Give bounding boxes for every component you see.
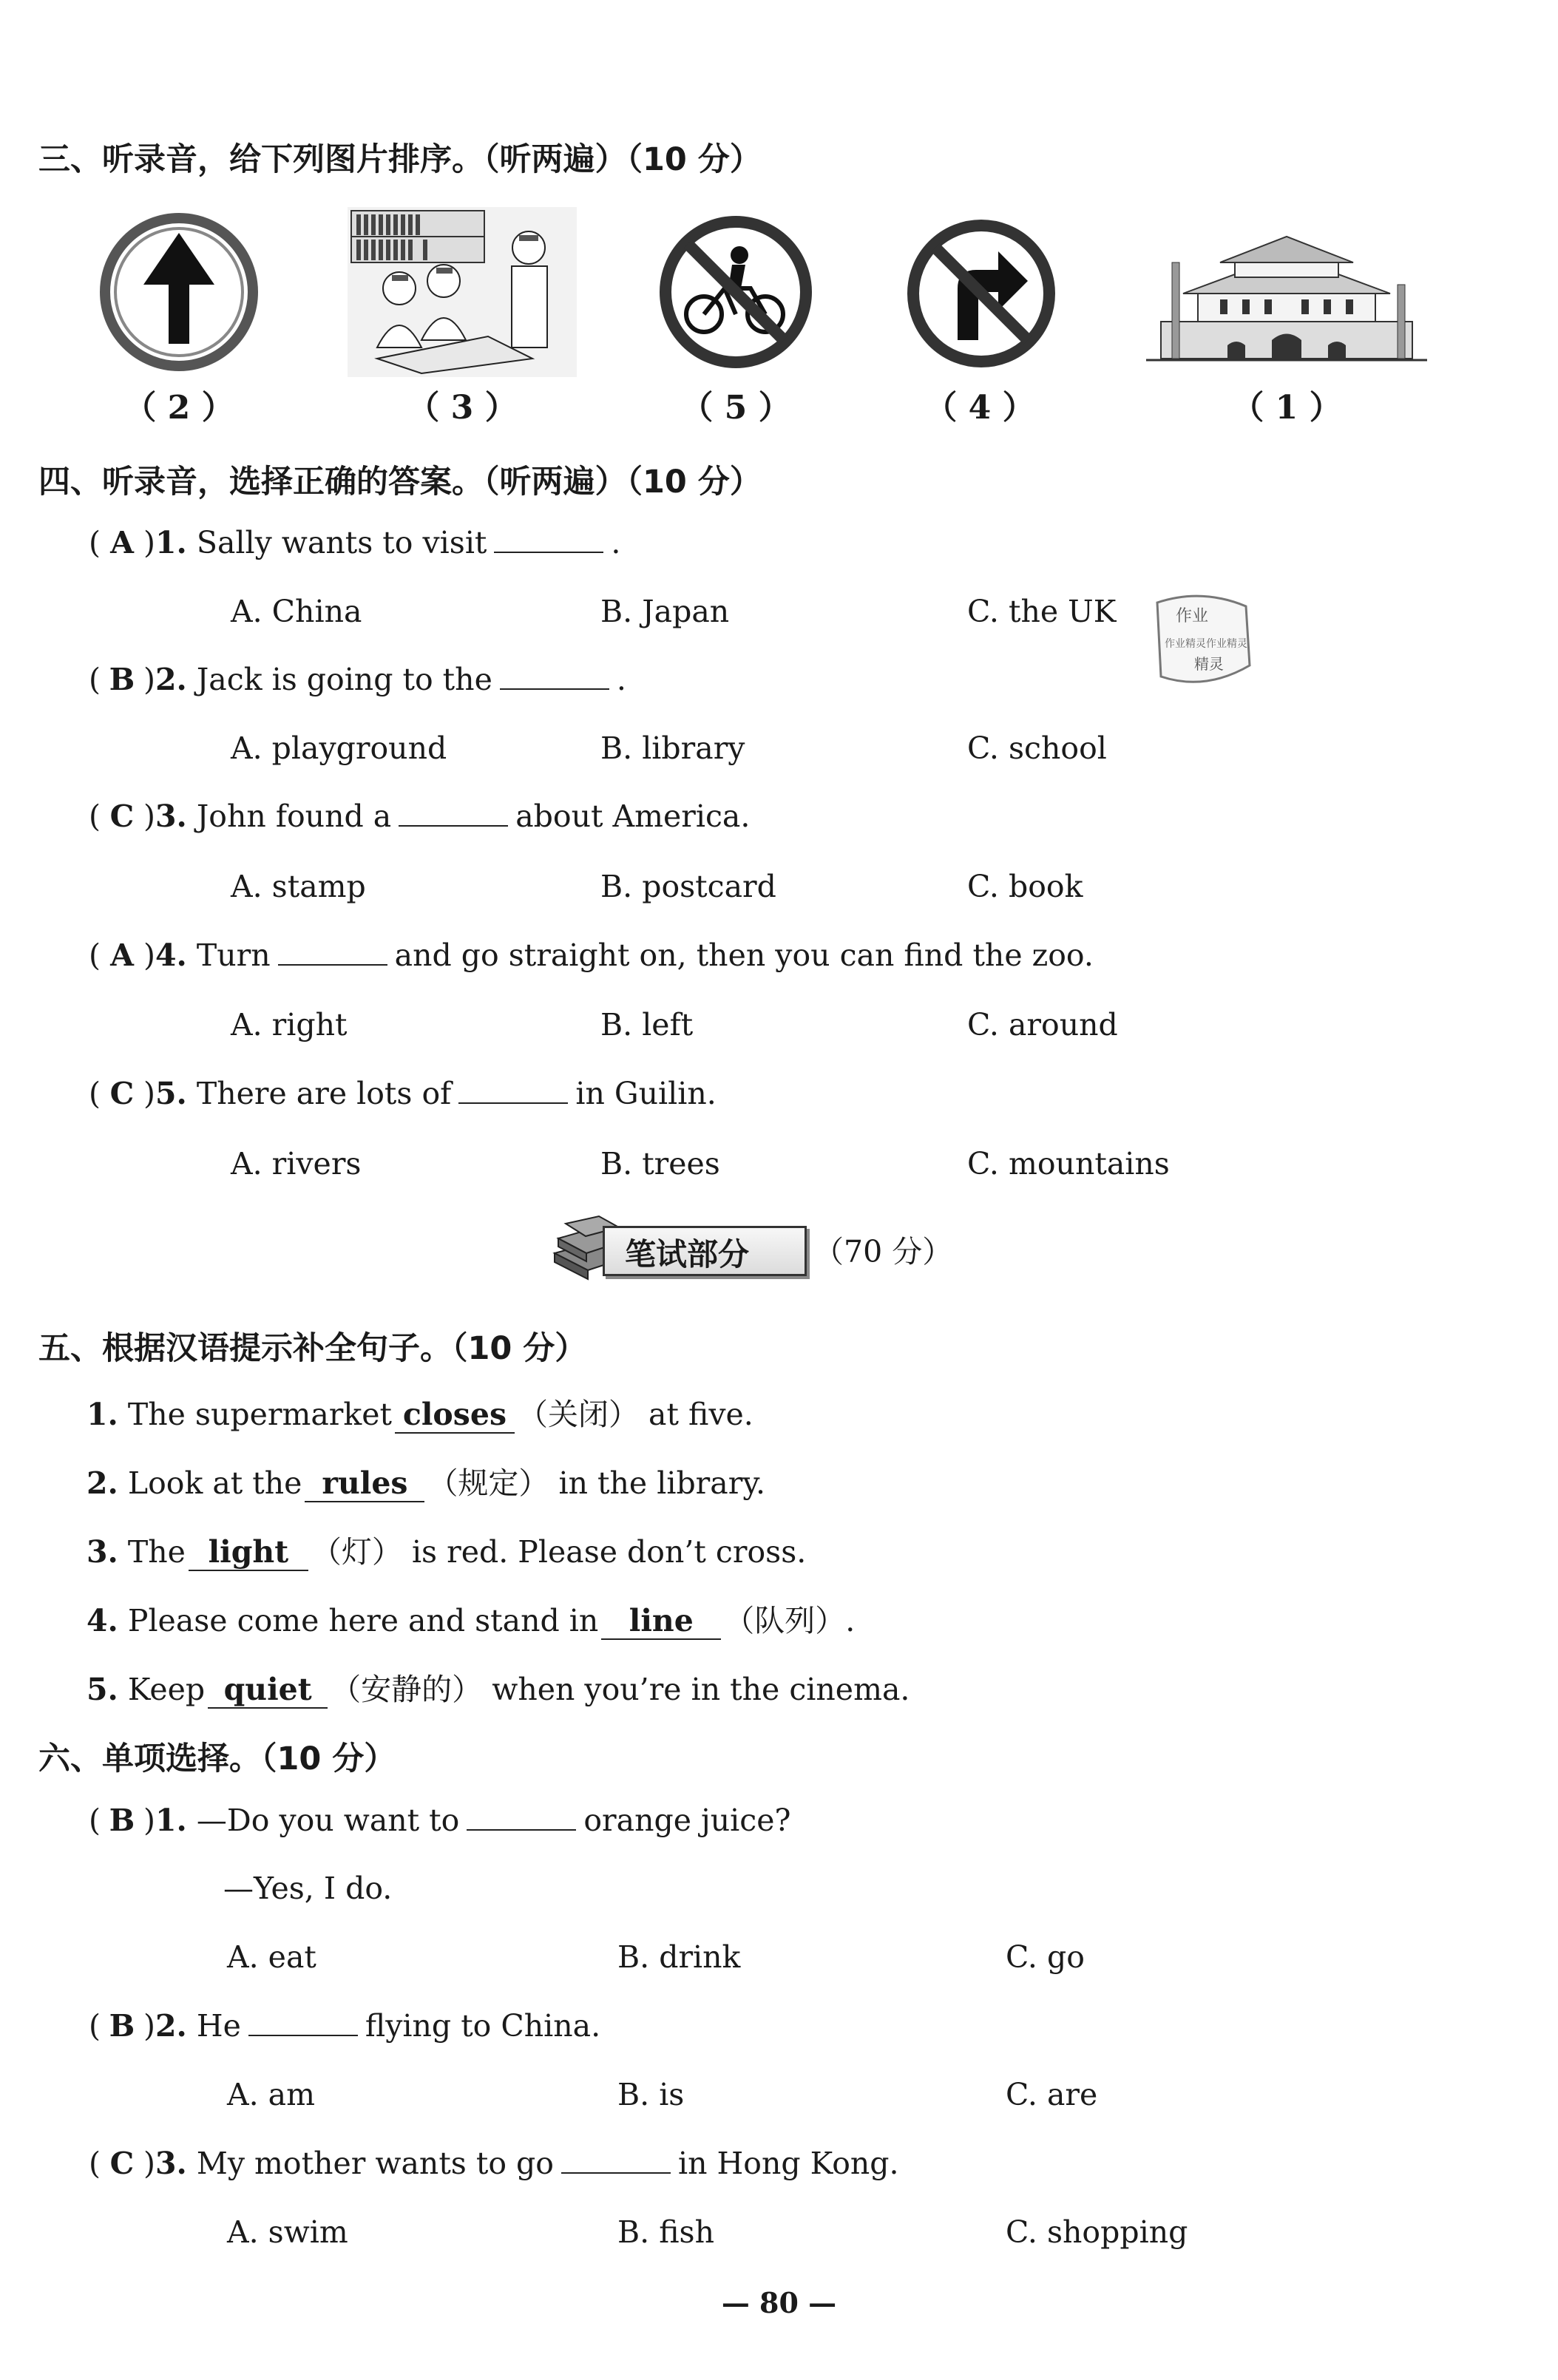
- written-part-score: （70 分）: [813, 1234, 953, 1269]
- listening-question-4: ( A )4. Turn and go straight on, then you can find the zoo.: [89, 938, 1094, 973]
- picture-label-3: （ 5 ）: [680, 389, 791, 427]
- answer-blank: [500, 688, 609, 690]
- picture-label-5: （ 1 ）: [1231, 389, 1342, 427]
- option-a: A. China: [231, 594, 362, 629]
- fill-sentence-5: 5. Keep quiet （安静的） when you’re in the cinema.: [87, 1672, 910, 1707]
- section6-title: 六、单项选择。（10 分）: [38, 1740, 396, 1777]
- answer: C: [109, 1076, 135, 1111]
- svg-text:作业精灵作业精灵: 作业精灵作业精灵: [1165, 638, 1247, 650]
- dialogue-reply: —Yes, I do.: [223, 1871, 393, 1906]
- answer-blank: [278, 964, 387, 966]
- option-b: B. trees: [600, 1146, 720, 1181]
- svg-text:精灵: 精灵: [1194, 655, 1224, 673]
- answer-blank: [561, 2172, 671, 2174]
- listening-question-2: ( B )2. Jack is going to the .: [89, 662, 626, 697]
- answer-blank: [467, 1829, 576, 1831]
- option-c: C. school: [967, 730, 1107, 766]
- listening-question-5: ( C )5. There are lots of in Guilin.: [89, 1076, 717, 1111]
- homework-stamp-logo: [1146, 588, 1257, 699]
- written-part-banner: [551, 1213, 817, 1286]
- fill-sentence-2: 2. Look at the rules （规定） in the library.: [87, 1465, 766, 1501]
- option-a: A. playground: [231, 730, 447, 766]
- no-right-turn-sign-icon: [906, 218, 1057, 370]
- answer-blank: [248, 2035, 358, 2036]
- filled-answer: closes: [395, 1397, 515, 1434]
- page-number: — 80 —: [721, 2286, 837, 2319]
- filled-answer: rules: [305, 1465, 424, 1502]
- answer: B: [109, 662, 135, 697]
- no-cycling-sign-icon: [658, 214, 813, 370]
- answer-blank: [458, 1102, 568, 1104]
- section4-title: 四、听录音，选择正确的答案。（听两遍）（10 分）: [38, 464, 762, 501]
- answer: B: [109, 1803, 135, 1838]
- fill-sentence-4: 4. Please come here and stand in line （队列）.: [87, 1603, 856, 1638]
- fill-sentence-3: 3. The light （灯） is red. Please don’t cross.: [87, 1534, 807, 1570]
- option-c: C. around: [967, 1007, 1118, 1042]
- fill-sentence-1: 1. The supermarket closes （关闭） at five.: [87, 1397, 753, 1432]
- option-b: B. fish: [617, 2214, 714, 2250]
- listening-question-3: ( C )3. John found a about America.: [89, 799, 751, 834]
- answer-blank: [399, 825, 508, 827]
- option-c: C. are: [1006, 2077, 1098, 2112]
- filled-answer: line: [601, 1603, 721, 1640]
- choice-question-2: ( B )2. He flying to China.: [89, 2008, 601, 2044]
- filled-answer: quiet: [208, 1672, 328, 1709]
- choice-question-1: ( B )1. —Do you want to orange juice?: [89, 1803, 791, 1838]
- option-b: B. postcard: [600, 869, 776, 904]
- library-reading-scene-icon: [348, 207, 577, 377]
- answer: C: [109, 799, 135, 834]
- option-a: A. stamp: [231, 869, 366, 904]
- straight-ahead-sign-icon: [98, 211, 260, 373]
- option-a: A. swim: [227, 2214, 348, 2250]
- option-c: C. mountains: [967, 1146, 1170, 1181]
- section5-title: 五、根据汉语提示补全句子。（10 分）: [38, 1330, 587, 1367]
- option-a: A. rivers: [231, 1146, 362, 1181]
- option-a: A. am: [227, 2077, 315, 2112]
- answer: A: [110, 525, 134, 560]
- option-b: B. is: [617, 2077, 685, 2112]
- choice-question-3: ( C )3. My mother wants to go in Hong Kong.: [89, 2146, 899, 2181]
- option-c: C. book: [967, 869, 1083, 904]
- picture-label-1: （ 2 ）: [123, 389, 234, 427]
- option-c: C. shopping: [1006, 2214, 1188, 2250]
- picture-label-4: （ 4 ）: [924, 389, 1035, 427]
- option-c: C. go: [1006, 1939, 1085, 1975]
- written-part-label: 笔试部分: [625, 1236, 750, 1272]
- option-c: C. the UK: [967, 594, 1117, 629]
- option-a: A. eat: [227, 1939, 316, 1975]
- option-b: B. library: [600, 730, 745, 766]
- svg-text:作业: 作业: [1176, 607, 1209, 625]
- section3-title: 三、听录音，给下列图片排序。（听两遍）（10 分）: [38, 141, 762, 178]
- option-b: B. left: [600, 1007, 694, 1042]
- answer: A: [110, 938, 134, 973]
- option-b: B. drink: [617, 1939, 741, 1975]
- listening-question-1: ( A )1. Sally wants to visit .: [89, 525, 621, 560]
- filled-answer: light: [189, 1534, 308, 1571]
- answer: C: [109, 2146, 135, 2181]
- option-b: B. Japan: [600, 594, 730, 629]
- answer-blank: [494, 552, 603, 553]
- option-a: A. right: [231, 1007, 348, 1042]
- tiananmen-gate-icon: [1146, 233, 1427, 370]
- picture-label-2: （ 3 ）: [407, 389, 518, 427]
- answer: B: [109, 2008, 135, 2044]
